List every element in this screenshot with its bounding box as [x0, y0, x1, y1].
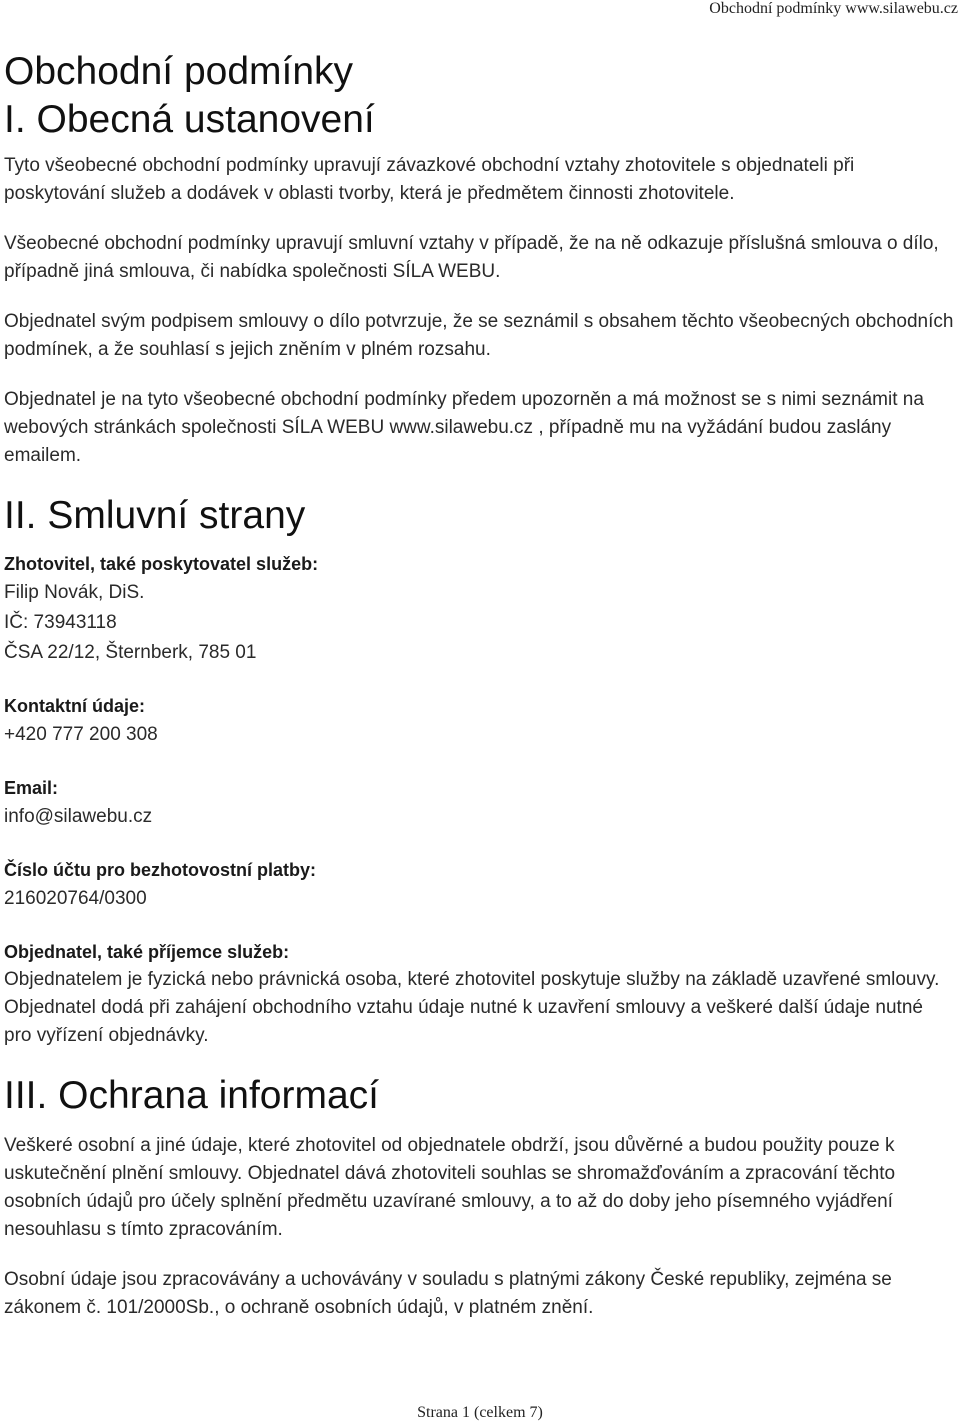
paragraph: Tyto všeobecné obchodní podmínky upravují závazkové obchodní vztahy zhotovitele s objednateli při poskytování služeb a dodávek v oblasti tvorby, která je předmětem činnosti zhotovitele.: [4, 155, 855, 204]
section-3-body: [4, 1132, 954, 1322]
paragraph: Objednatel je na tyto všeobecné obchodní podmínky předem upozorněn a má možnost se s nimi seznámit na webových stránkách společnosti SÍLA WEBU www.silawebu.cz , případně mu na vyžádání budou zaslány emailem.: [4, 389, 924, 466]
section-2-heading: II. Smluvní strany: [4, 494, 306, 537]
contact-phone: +420 777 200 308: [4, 724, 158, 745]
section-3-heading: III. Ochrana informací: [4, 1074, 379, 1117]
provider-address: ČSA 22/12, Šternberk, 785 01: [4, 642, 257, 663]
client-label: Objednatel, také příjemce služeb:: [4, 942, 290, 962]
email-label: Email:: [4, 778, 59, 798]
provider-ico: IČ: 73943118: [4, 612, 117, 633]
paragraph: Objednatel svým podpisem smlouvy o dílo potvrzuje, že se seznámil s obsahem těchto všeobecných obchodních podmínek, a že souhlasí s jejich zněním v plném rozsahu.: [4, 311, 954, 360]
account-label: Číslo účtu pro bezhotovostní platby:: [4, 860, 316, 880]
paragraph: Veškeré osobní a jiné údaje, které zhotovitel od objednatele obdrží, jsou důvěrné a budou použity pouze k uskutečnění plnění smlouvy. Objednatel dává zhotoviteli souhlas se shromažďováním a zpracování těchto osobních údajů pro účely splnění předmětu uzavírané smlouvy, a to až do doby jeho písemného vyjádření nesouhlasu s tímto zpracováním.: [4, 1135, 896, 1240]
section-2-body: [4, 550, 954, 1050]
contact-block: [4, 692, 954, 750]
running-header: Obchodní podmínky www.silawebu.cz: [709, 0, 958, 17]
document-title: Obchodní podmínky: [4, 50, 354, 93]
provider-label: Zhotovitel, také poskytovatel služeb:: [4, 554, 319, 574]
provider-name: Filip Novák, DiS.: [4, 582, 145, 603]
provider-block: [4, 550, 954, 668]
client-text: Objednatelem je fyzická nebo právnická osoba, které zhotovitel poskytuje služby na základě uzavřené smlouvy. Objednatel dodá při zahájení obchodního vztahu údaje nutné k uzavření smlouvy a veškeré další údaje nutné pro vyřízení objednávky.: [4, 969, 940, 1046]
email-block: [4, 774, 954, 832]
section-1-heading: I. Obecná ustanovení: [4, 98, 375, 141]
email-value: info@silawebu.cz: [4, 806, 153, 827]
paragraph: Všeobecné obchodní podmínky upravují smluvní vztahy v případě, že na ně odkazuje příslušná smlouva o dílo, případně jiná smlouva, či nabídka společnosti SÍLA WEBU.: [4, 233, 939, 282]
section-1-body: [4, 152, 954, 470]
account-block: [4, 856, 954, 914]
contact-label: Kontaktní údaje:: [4, 696, 146, 716]
account-value: 216020764/0300: [4, 888, 147, 909]
client-block: [4, 938, 954, 1050]
page-number-footer: Strana 1 (celkem 7): [417, 1404, 543, 1421]
paragraph: Osobní údaje jsou zpracovávány a uchovávány v souladu s platnými zákony České republiky, zejména se zákonem č. 101/2000Sb., o ochraně osobních údajů, v platném znění.: [4, 1269, 892, 1318]
document-body: [4, 48, 954, 1322]
